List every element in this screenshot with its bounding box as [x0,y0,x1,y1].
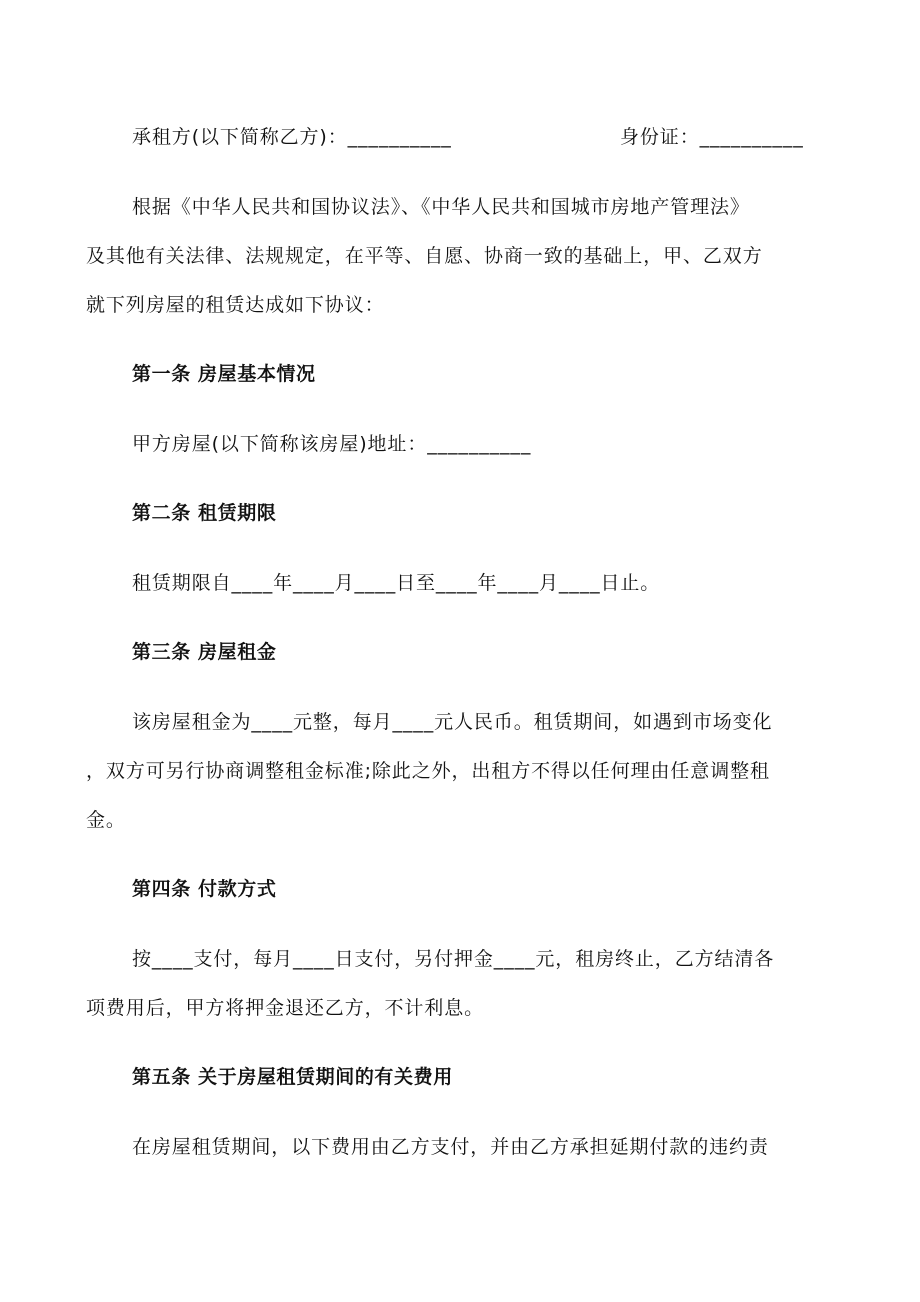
article-3-line-1: 该房屋租金为____元整，每月____元人民币。租赁期间，如遇到市场变化 [132,711,773,733]
article-1-body: 甲方房屋(以下简称该房屋)地址：__________ [132,433,532,455]
intro-line-3: 就下列房屋的租赁达成如下协议： [86,294,385,316]
article-5-line-1: 在房屋租赁期间，以下费用由乙方支付，并由乙方承担延期付款的违约责 [132,1136,769,1158]
lessee-id-line: 身份证：__________ [620,126,804,148]
article-4-line-1: 按____支付，每月____日支付，另付押金____元，租房终止，乙方结清各 [132,948,775,970]
article-3-line-2: ，双方可另行协商调整租金标准;除此之外，出租方不得以任何理由任意调整租 [86,760,770,782]
article-2-body: 租赁期限自____年____月____日至____年____月____日止。 [132,572,661,594]
article-3-line-3: 金。 [86,809,126,831]
article-3-title: 第三条 房屋租金 [132,641,277,663]
article-2-title: 第二条 租赁期限 [132,502,277,524]
article-4-title: 第四条 付款方式 [132,878,277,900]
intro-line-2: 及其他有关法律、法规规定，在平等、自愿、协商一致的基础上，甲、乙双方 [86,245,763,267]
intro-line-1: 根据《中华人民共和国协议法》、《中华人民共和国城市房地产管理法》 [132,196,750,218]
article-1-title: 第一条 房屋基本情况 [132,363,316,385]
lessee-name-line: 承租方(以下简称乙方)：__________ [132,126,452,148]
article-4-line-2: 项费用后，甲方将押金退还乙方，不计利息。 [86,997,485,1019]
article-5-title: 第五条 关于房屋租赁期间的有关费用 [132,1066,453,1088]
